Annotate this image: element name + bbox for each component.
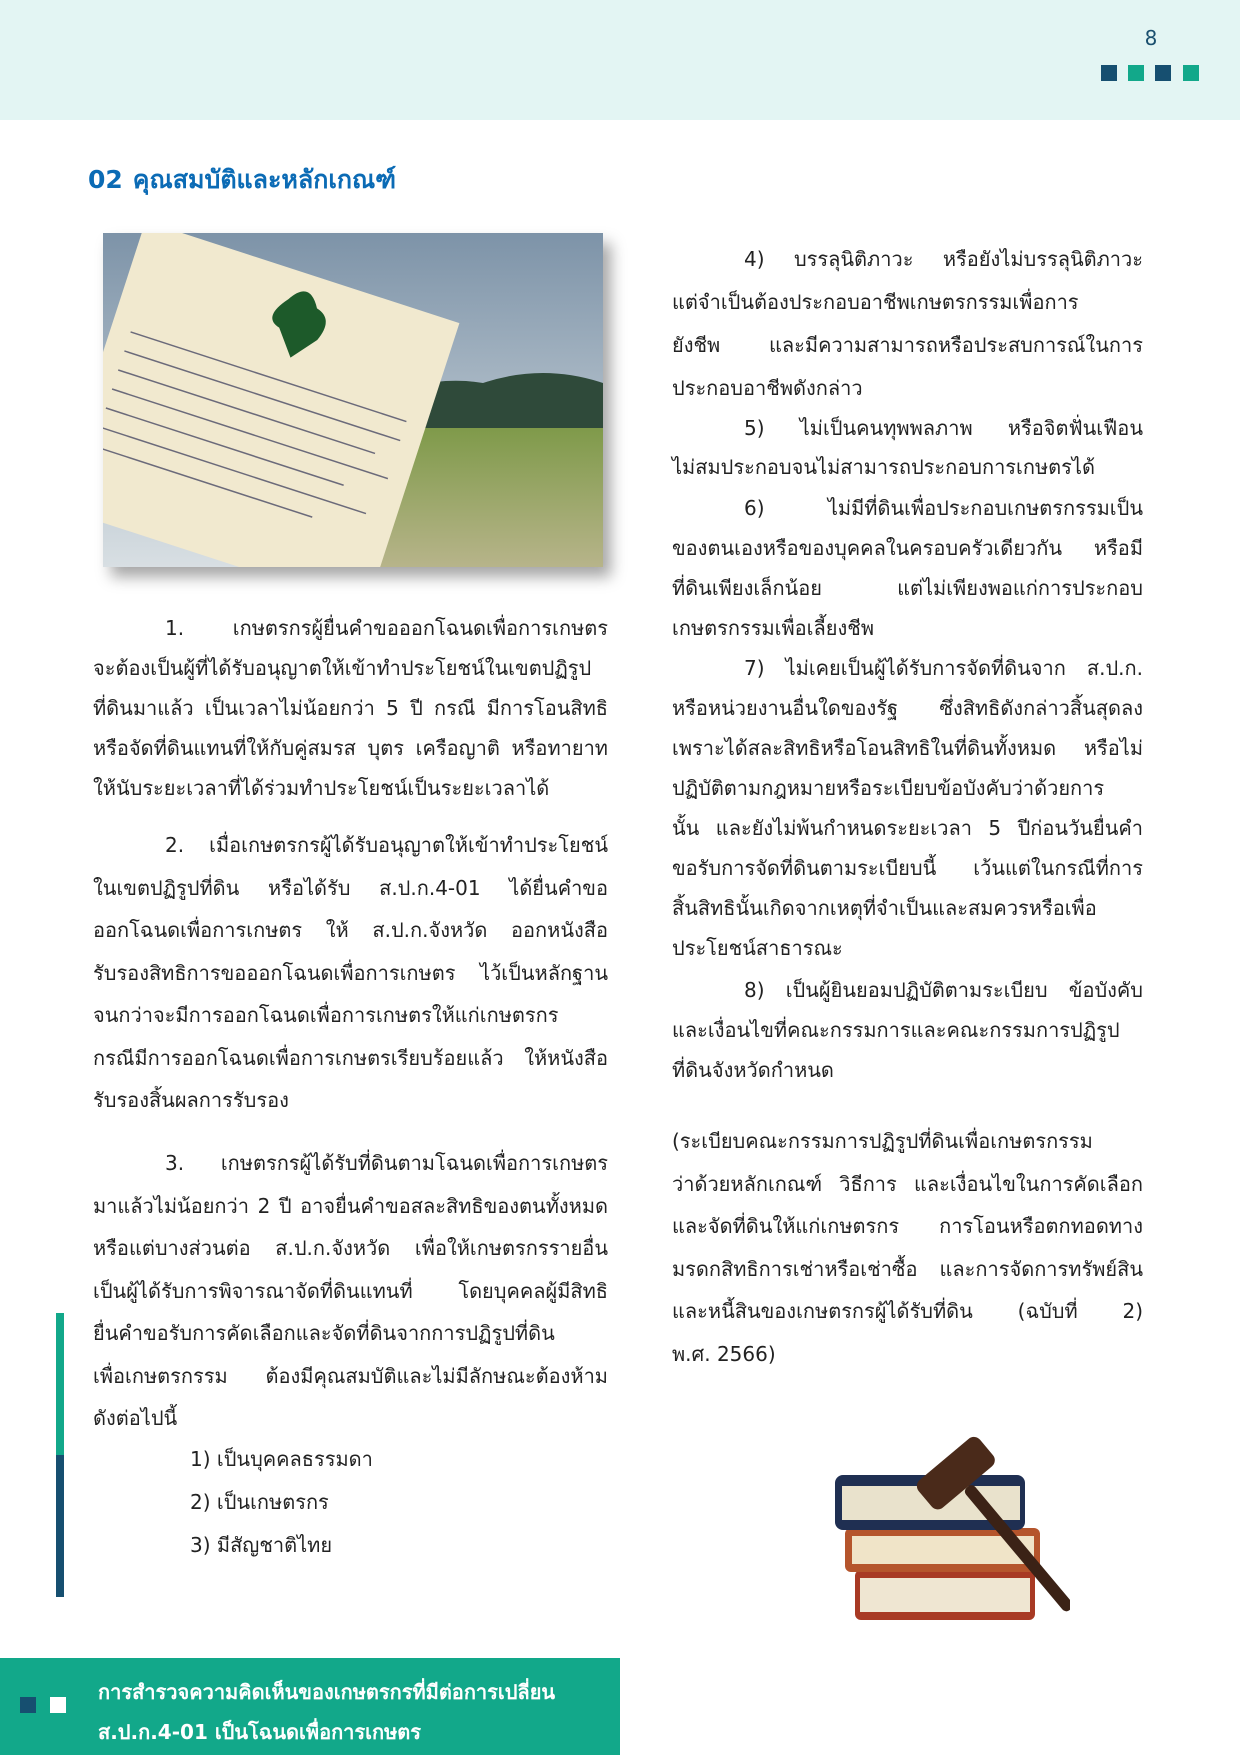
- qualification-item-5: [672, 409, 1143, 487]
- footer-title-line: ส.ป.ก.4-01 เป็นโฉนดเพื่อการเกษตร: [98, 1720, 422, 1744]
- text-line: (ระเบียบคณะกรรมการปฏิรูปที่ดินเพื่อเกษตรกรรม: [672, 1129, 1093, 1153]
- page-number: 8: [1144, 26, 1158, 50]
- footer-title: [98, 1672, 555, 1752]
- text-line: ประกอบอาชีพดังกล่าว: [672, 376, 863, 400]
- text-line: ขอรับการจัดที่ดินตามระเบียบนี้ เว้นแต่ในกรณีที่การ: [672, 856, 1143, 880]
- decor-square-white: [50, 1697, 66, 1713]
- text-line: ที่ดินจังหวัดกำหนด: [672, 1058, 834, 1082]
- text-line: 5) ไม่เป็นคนทุพพลภาพ หรือจิตฟั่นเฟือน: [744, 416, 1143, 440]
- text-line: 7) ไม่เคยเป็นผู้ได้รับการจัดที่ดินจาก ส.ป.ก.: [744, 656, 1143, 680]
- text-line: รับรองสิ้นผลการรับรอง: [93, 1088, 289, 1112]
- regulation-citation: [672, 1120, 1143, 1376]
- decor-square-navy: [20, 1697, 36, 1713]
- land-title-deed-photo: [103, 233, 603, 567]
- decor-square-teal: [1183, 65, 1199, 81]
- qualification-item: 2) เป็นเกษตรกร: [190, 1490, 329, 1514]
- paragraph-2: [93, 824, 608, 1122]
- text-line: 2. เมื่อเกษตรกรผู้ได้รับอนุญาตให้เข้าทำประโยชน์: [165, 833, 608, 857]
- text-line: ยังชีพ และมีความสามารถหรือประสบการณ์ในการ: [672, 333, 1143, 357]
- text-line: สิ้นสิทธินั้นเกิดจากเหตุที่จำเป็นและสมควรหรือเพื่อ: [672, 896, 1097, 920]
- text-line: กรณีมีการออกโฉนดเพื่อการเกษตรเรียบร้อยแล้ว ให้หนังสือ: [93, 1045, 608, 1070]
- text-line: จนกว่าจะมีการออกโฉนดเพื่อการเกษตรให้แก่เกษตรกร: [93, 1003, 559, 1027]
- text-line: จะต้องเป็นผู้ที่ได้รับอนุญาตให้เข้าทำประโยชน์ในเขตปฏิรูป: [93, 656, 592, 680]
- text-line: รับรองสิทธิการขอออกโฉนดเพื่อการเกษตร ไว้เป็นหลักฐาน: [93, 960, 608, 985]
- text-line: ให้นับระยะเวลาที่ได้ร่วมทำประโยชน์เป็นระยะเวลาได้: [93, 776, 550, 800]
- text-line: ในเขตปฏิรูปที่ดิน หรือได้รับ ส.ป.ก.4-01 ได้ยื่นคำขอ: [93, 875, 608, 900]
- footer-banner: [0, 1658, 620, 1755]
- text-line: ดังต่อไปนี้: [93, 1406, 178, 1430]
- text-line: นั้น และยังไม่พ้นกำหนดระยะเวลา 5 ปีก่อนวันยื่นคำ: [672, 816, 1143, 840]
- text-line: ไม่สมประกอบจนไม่สามารถประกอบการเกษตรได้: [672, 455, 1095, 479]
- text-line: เกษตรกรรมเพื่อเลี้ยงชีพ: [672, 616, 875, 640]
- decor-square-navy: [1155, 65, 1171, 81]
- text-line: ที่ดินเพียงเล็กน้อย แต่ไม่เพียงพอแก่การประกอบ: [672, 576, 1143, 600]
- section-title: [88, 160, 396, 200]
- text-line: ที่ดินมาแล้ว เป็นเวลาไม่น้อยกว่า 5 ปี กรณี มีการโอนสิทธิ: [93, 696, 608, 720]
- text-line: เพื่อเกษตรกรรม ต้องมีคุณสมบัติและไม่มีลักษณะต้องห้าม: [93, 1363, 608, 1388]
- text-line: มาแล้วไม่น้อยกว่า 2 ปี อาจยื่นคำขอสละสิทธิของตนทั้งหมด: [93, 1193, 608, 1218]
- decor-square-teal: [1128, 65, 1144, 81]
- decor-square-navy: [1101, 65, 1117, 81]
- text-line: 1. เกษตรกรผู้ยื่นคำขอออกโฉนดเพื่อการเกษตร: [165, 616, 608, 640]
- text-line: ประโยชน์สาธารณะ: [672, 936, 843, 960]
- text-line: และเงื่อนไขที่คณะกรรมการและคณะกรรมการปฏิรูป: [672, 1018, 1120, 1042]
- text-line: แต่จำเป็นต้องประกอบอาชีพเกษตรกรรมเพื่อการ: [672, 290, 1079, 314]
- text-line: พ.ศ. 2566): [672, 1341, 776, 1366]
- text-line: 8) เป็นผู้ยินยอมปฏิบัติตามระเบียบ ข้อบังคับ: [744, 978, 1143, 1002]
- text-line: ยื่นคำขอรับการคัดเลือกและจัดที่ดินจากการปฏิรูปที่ดิน: [93, 1321, 555, 1345]
- qualification-item: 1) เป็นบุคคลธรรมดา: [190, 1447, 373, 1471]
- qualification-item: 3) มีสัญชาติไทย: [190, 1533, 333, 1557]
- qualification-item-4: [672, 238, 1143, 410]
- section-title-text: คุณสมบัติและหลักเกณฑ์: [132, 165, 396, 194]
- text-line: เพราะได้สละสิทธิหรือโอนสิทธิในที่ดินทั้งหมด หรือไม่: [672, 736, 1143, 760]
- books-and-gavel-image: [820, 1410, 1070, 1650]
- text-line: หรือแต่บางส่วนต่อ ส.ป.ก.จังหวัด เพื่อให้เกษตรกรรายอื่น: [93, 1236, 608, 1260]
- text-line: หรือจัดที่ดินแทนที่ให้กับคู่สมรส บุตร เครือญาติ หรือทายาท: [93, 736, 608, 760]
- text-line: ของตนเองหรือของบุคคลในครอบครัวเดียวกัน หรือมี: [672, 536, 1143, 560]
- accent-bar-navy: [56, 1455, 64, 1597]
- text-line: ว่าด้วยหลักเกณฑ์ วิธีการ และเงื่อนไขในการคัดเลือก: [672, 1171, 1143, 1196]
- text-line: เป็นผู้ได้รับการพิจารณาจัดที่ดินแทนที่ โดยบุคคลผู้มีสิทธิ: [93, 1278, 608, 1303]
- qualification-item-6: [672, 488, 1143, 648]
- section-number: 02: [88, 165, 123, 194]
- text-line: และจัดที่ดินให้แก่เกษตรกร การโอนหรือตกทอดทาง: [672, 1214, 1143, 1239]
- text-line: 3. เกษตรกรผู้ได้รับที่ดินตามโฉนดเพื่อการเกษตร: [165, 1151, 608, 1175]
- text-line: และหนี้สินของเกษตรกรผู้ได้รับที่ดิน (ฉบับที่ 2): [672, 1299, 1143, 1324]
- qualification-item-7: [672, 648, 1143, 968]
- page-header: [0, 0, 1240, 120]
- text-line: ปฏิบัติตามกฎหมายหรือระเบียบข้อบังคับว่าด้วยการ: [672, 776, 1105, 800]
- paragraph-1: [93, 608, 608, 808]
- text-line: 4) บรรลุนิติภาวะ หรือยังไม่บรรลุนิติภาวะ: [744, 247, 1143, 271]
- text-line: มรดกสิทธิการเช่าหรือเช่าซื้อ และการจัดการทรัพย์สิน: [672, 1256, 1143, 1281]
- text-line: ออกโฉนดเพื่อการเกษตร ให้ ส.ป.ก.จังหวัด ออกหนังสือ: [93, 918, 608, 942]
- accent-bar-teal: [56, 1313, 64, 1455]
- footer-title-line: การสำรวจความคิดเห็นของเกษตรกรที่มีต่อการเปลี่ยน: [98, 1680, 556, 1704]
- text-line: 6) ไม่มีที่ดินเพื่อประกอบเกษตรกรรมเป็น: [744, 496, 1143, 520]
- paragraph-3: [93, 1142, 608, 1440]
- qualification-item-8: [672, 970, 1143, 1090]
- text-line: หรือหน่วยงานอื่นใดของรัฐ ซึ่งสิทธิดังกล่าวสิ้นสุดลง: [672, 696, 1143, 720]
